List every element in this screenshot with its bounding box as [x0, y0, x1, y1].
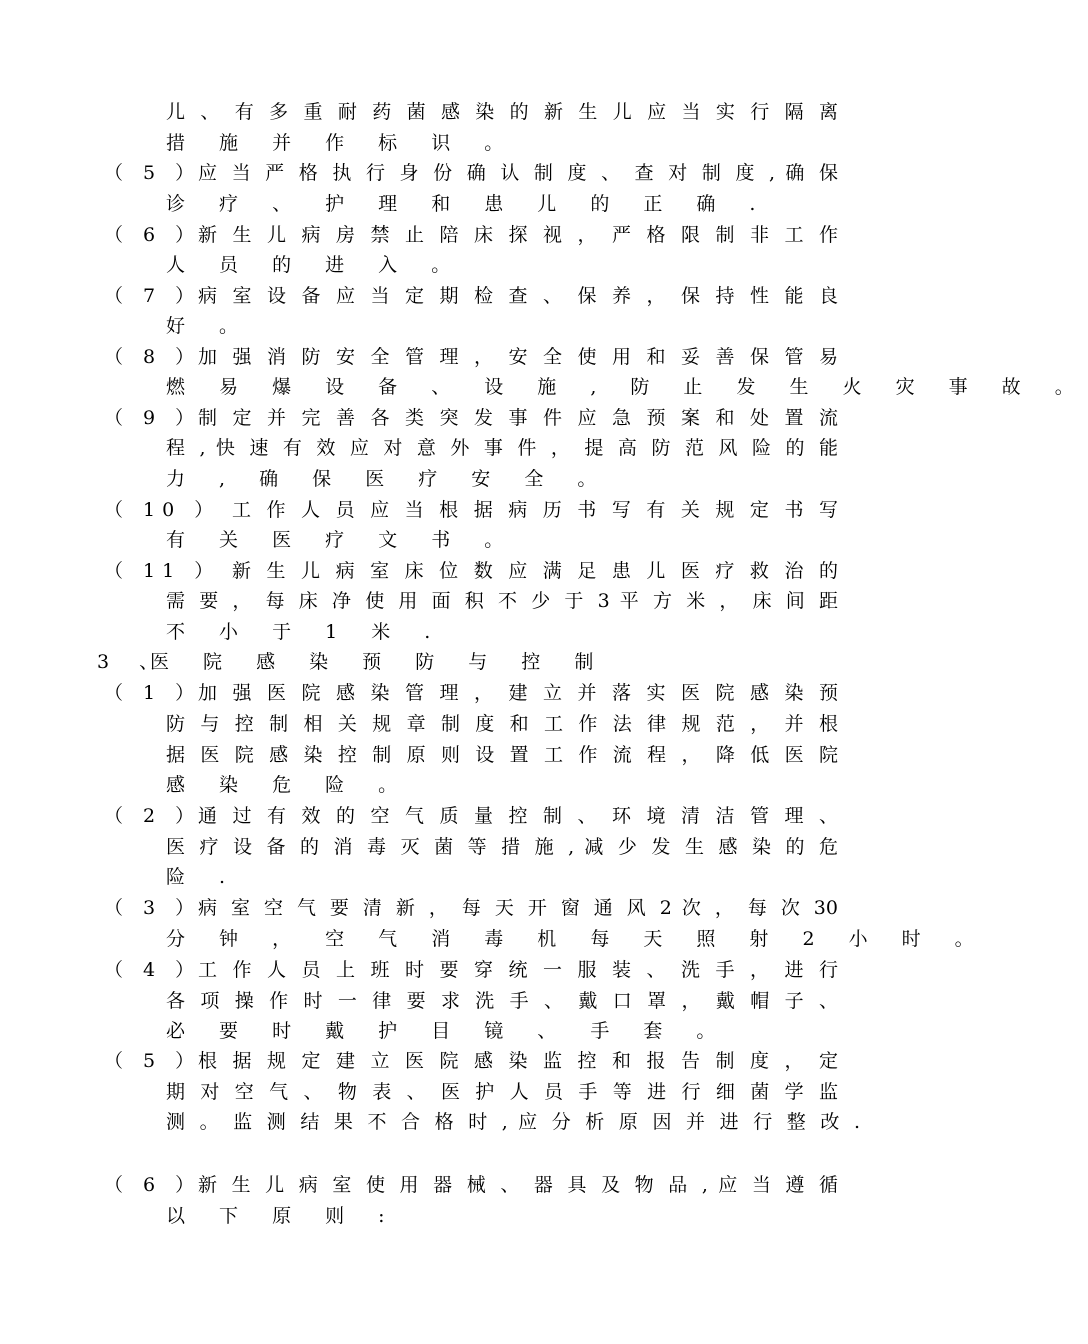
text-line: [166, 433, 838, 463]
text-line: [198, 893, 838, 923]
line-text: 各 项 操 作 时 一 律 要 求 洗 手 、 戴 口 罩 ， 戴 帽 子 、: [166, 990, 838, 1012]
line-text: 病 室 设 备 应 当 定 期 检 查 、 保 养 ， 保 持 性 能 良: [198, 285, 838, 307]
text-line: [198, 158, 838, 188]
text-line: [166, 709, 838, 739]
line-text: 工 作 人 员 上 班 时 要 穿 统 一 服 装 、 洗 手 ， 进 行: [198, 959, 838, 981]
text-line-end: 感 染 危 险 。: [166, 774, 412, 796]
line-text: 防 与 控 制 相 关 规 章 制 度 和 工 作 法 律 规 范 ， 并 根: [166, 713, 838, 735]
item-number: （ 11 ）: [104, 560, 221, 582]
section-title: 医 院 感 染 预 防 与 控 制: [150, 651, 608, 673]
item-number: （ 8 ）: [104, 346, 202, 368]
text-line: [198, 1046, 838, 1076]
line-text: 需 要 ， 每 床 净 使 用 面 积 不 少 于 3 平 方 米 ， 床 间 距: [166, 590, 838, 612]
text-line-end: 分 钟 ， 空 气 消 毒 机 每 天 照 射 2 小 时 。: [166, 928, 988, 950]
text-line-end: 险 .: [166, 866, 240, 888]
text-line-end: 力 , 确 保 医 疗 安 全 。: [166, 468, 611, 490]
text-line: [232, 495, 838, 525]
text-line-end: 好 。: [166, 315, 253, 337]
item-number: （ 2 ）: [104, 805, 202, 827]
line-text: 根 据 规 定 建 立 医 院 感 染 监 控 和 报 告 制 度 ， 定: [198, 1050, 838, 1072]
text-line: [166, 1107, 860, 1137]
line-text: 制 定 并 完 善 各 类 突 发 事 件 应 急 预 案 和 处 置 流: [198, 407, 838, 429]
line-text: 儿 、 有 多 重 耐 药 菌 感 染 的 新 生 儿 应 当 实 行 隔 离: [166, 101, 838, 123]
line-text: 期 对 空 气 、 物 表 、 医 护 人 员 手 等 进 行 细 菌 学 监: [166, 1081, 838, 1103]
text-line: [166, 1077, 838, 1107]
line-text: 病 室 空 气 要 清 新 ， 每 天 开 窗 通 风 2 次 ， 每 次 30: [198, 897, 838, 919]
text-line-end: 不 小 于 1 米 .: [166, 621, 445, 643]
item-number: （ 6 ）: [104, 1174, 202, 1196]
text-line: [198, 342, 838, 372]
text-line: [198, 801, 838, 831]
text-line: [198, 1170, 838, 1200]
text-line: [198, 955, 838, 985]
line-text: 加 强 医 院 感 染 管 理 ， 建 立 并 落 实 医 院 感 染 预: [198, 682, 838, 704]
text-line: [166, 586, 838, 616]
section-number: 3 、: [97, 651, 171, 673]
line-text: 应 当 严 格 执 行 身 份 确 认 制 度 、 查 对 制 度 , 确 保: [198, 162, 838, 184]
text-line: [198, 281, 838, 311]
text-line-end: 以 下 原 则 :: [166, 1205, 399, 1227]
text-line-end: 人 员 的 进 入 。: [166, 254, 465, 276]
item-number: （ 6 ）: [104, 224, 202, 246]
text-line-end: 诊 疗 、 护 理 和 患 儿 的 正 确 .: [166, 193, 770, 215]
item-number: （ 10 ）: [104, 499, 221, 521]
line-text: 新 生 儿 病 室 床 位 数 应 满 足 患 儿 医 疗 救 治 的: [232, 560, 838, 582]
text-line: [198, 220, 838, 250]
line-text: 据 医 院 感 染 控 制 原 则 设 置 工 作 流 程 ， 降 低 医 院: [166, 744, 838, 766]
item-number: （ 5 ）: [104, 162, 202, 184]
text-line: [166, 97, 838, 127]
item-number: （ 7 ）: [104, 285, 202, 307]
line-text: 工 作 人 员 应 当 根 据 病 历 书 写 有 关 规 定 书 写: [232, 499, 838, 521]
text-line-end: 措 施 并 作 标 识 。: [166, 132, 518, 154]
item-number: （ 4 ）: [104, 959, 202, 981]
line-text: 程 , 快 速 有 效 应 对 意 外 事 件 ， 提 高 防 范 风 险 的 能: [166, 437, 838, 459]
text-line-end: 必 要 时 戴 护 目 镜 、 手 套 。: [166, 1020, 730, 1042]
line-text: 加 强 消 防 安 全 管 理 ， 安 全 使 用 和 妥 善 保 管 易: [198, 346, 838, 368]
item-number: （ 9 ）: [104, 407, 202, 429]
line-text: 测 。 监 测 结 果 不 合 格 时 , 应 分 析 原 因 并 进 行 整 改 .: [166, 1111, 860, 1133]
text-line-end: 有 关 医 疗 文 书 。: [166, 529, 518, 551]
item-number: （ 1 ）: [104, 682, 202, 704]
line-text: 新 生 儿 病 室 使 用 器 械 、 器 具 及 物 品 , 应 当 遵 循: [198, 1174, 838, 1196]
text-line: [166, 832, 838, 862]
item-number: （ 5 ）: [104, 1050, 202, 1072]
line-text: 新 生 儿 病 房 禁 止 陪 床 探 视 ， 严 格 限 制 非 工 作: [198, 224, 838, 246]
text-line-end: 燃 易 爆 设 备 、 设 施 , 防 止 发 生 火 灾 事 故 。: [166, 376, 1088, 398]
item-number: （ 3 ）: [104, 897, 202, 919]
text-line: [166, 986, 838, 1016]
text-line: [198, 403, 838, 433]
text-line: [232, 556, 838, 586]
text-line: [198, 678, 838, 708]
text-line: [166, 740, 838, 770]
line-text: 医 疗 设 备 的 消 毒 灭 菌 等 措 施 , 减 少 发 生 感 染 的 危: [166, 836, 838, 858]
line-text: 通 过 有 效 的 空 气 质 量 控 制 、 环 境 清 洁 管 理 、: [198, 805, 838, 827]
